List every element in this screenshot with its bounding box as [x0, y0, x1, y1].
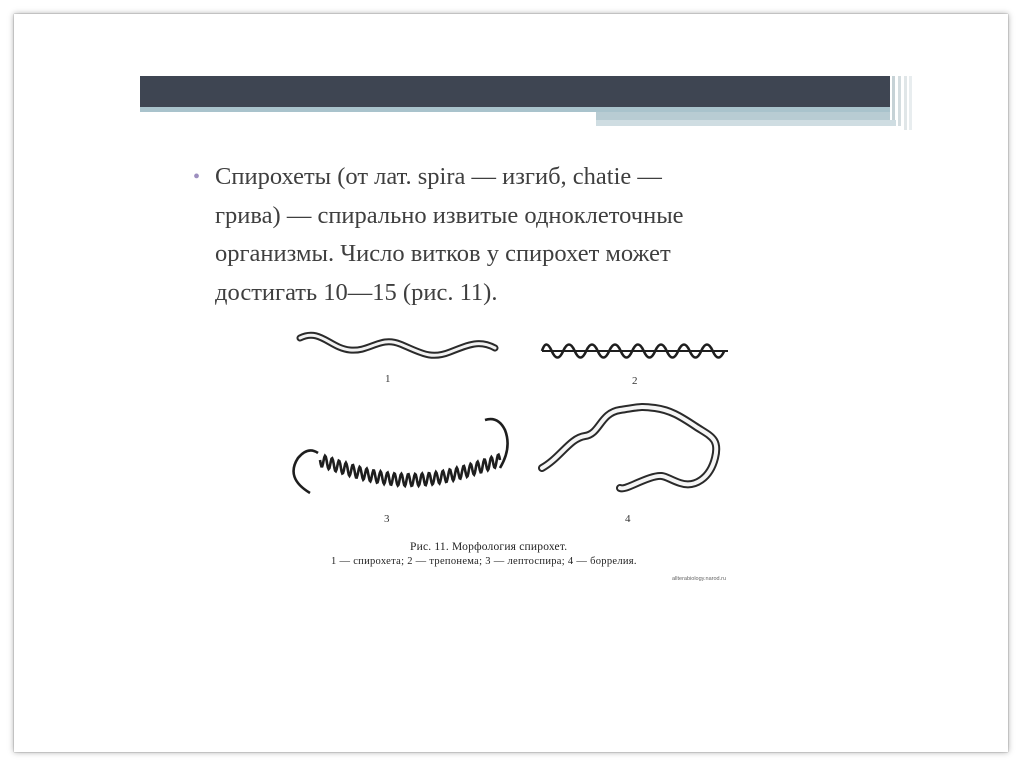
header-divider: [904, 76, 907, 130]
header-dark-strip: [140, 76, 890, 107]
borrelia-drawing: [542, 407, 716, 488]
treponema-drawing: [542, 345, 728, 358]
header-divider: [892, 76, 895, 120]
figure-watermark: allterabiology.narod.ru: [672, 576, 727, 582]
header-accent-strip-2: [596, 112, 890, 120]
spirochete-drawing: [300, 335, 495, 355]
figure-caption-legend: 1 — спирохета; 2 — трепонема; 3 — лептоспира; 4 — боррелия.: [331, 556, 637, 567]
figure-caption-title: Рис. 11. Морфология спирохет.: [410, 541, 568, 553]
leptospira-drawing: [294, 419, 508, 493]
slide-header-bar: [140, 76, 912, 130]
header-accent-strip-3: [596, 120, 896, 126]
figure-label-3: 3: [384, 513, 390, 525]
header-divider: [898, 76, 901, 126]
figure-label-2: 2: [632, 375, 638, 387]
bullet-dot-icon: •: [193, 166, 201, 188]
figure-label-4: 4: [625, 513, 631, 525]
header-divider: [909, 76, 912, 130]
bullet-text: Спирохеты (от лат. spira — изгиб, chatie — грива) — спирально извитые одноклеточные организмы. Число витков у спирохет может достигать 10—15 (рис. 11).: [215, 163, 684, 306]
figure-label-1: 1: [385, 373, 391, 385]
